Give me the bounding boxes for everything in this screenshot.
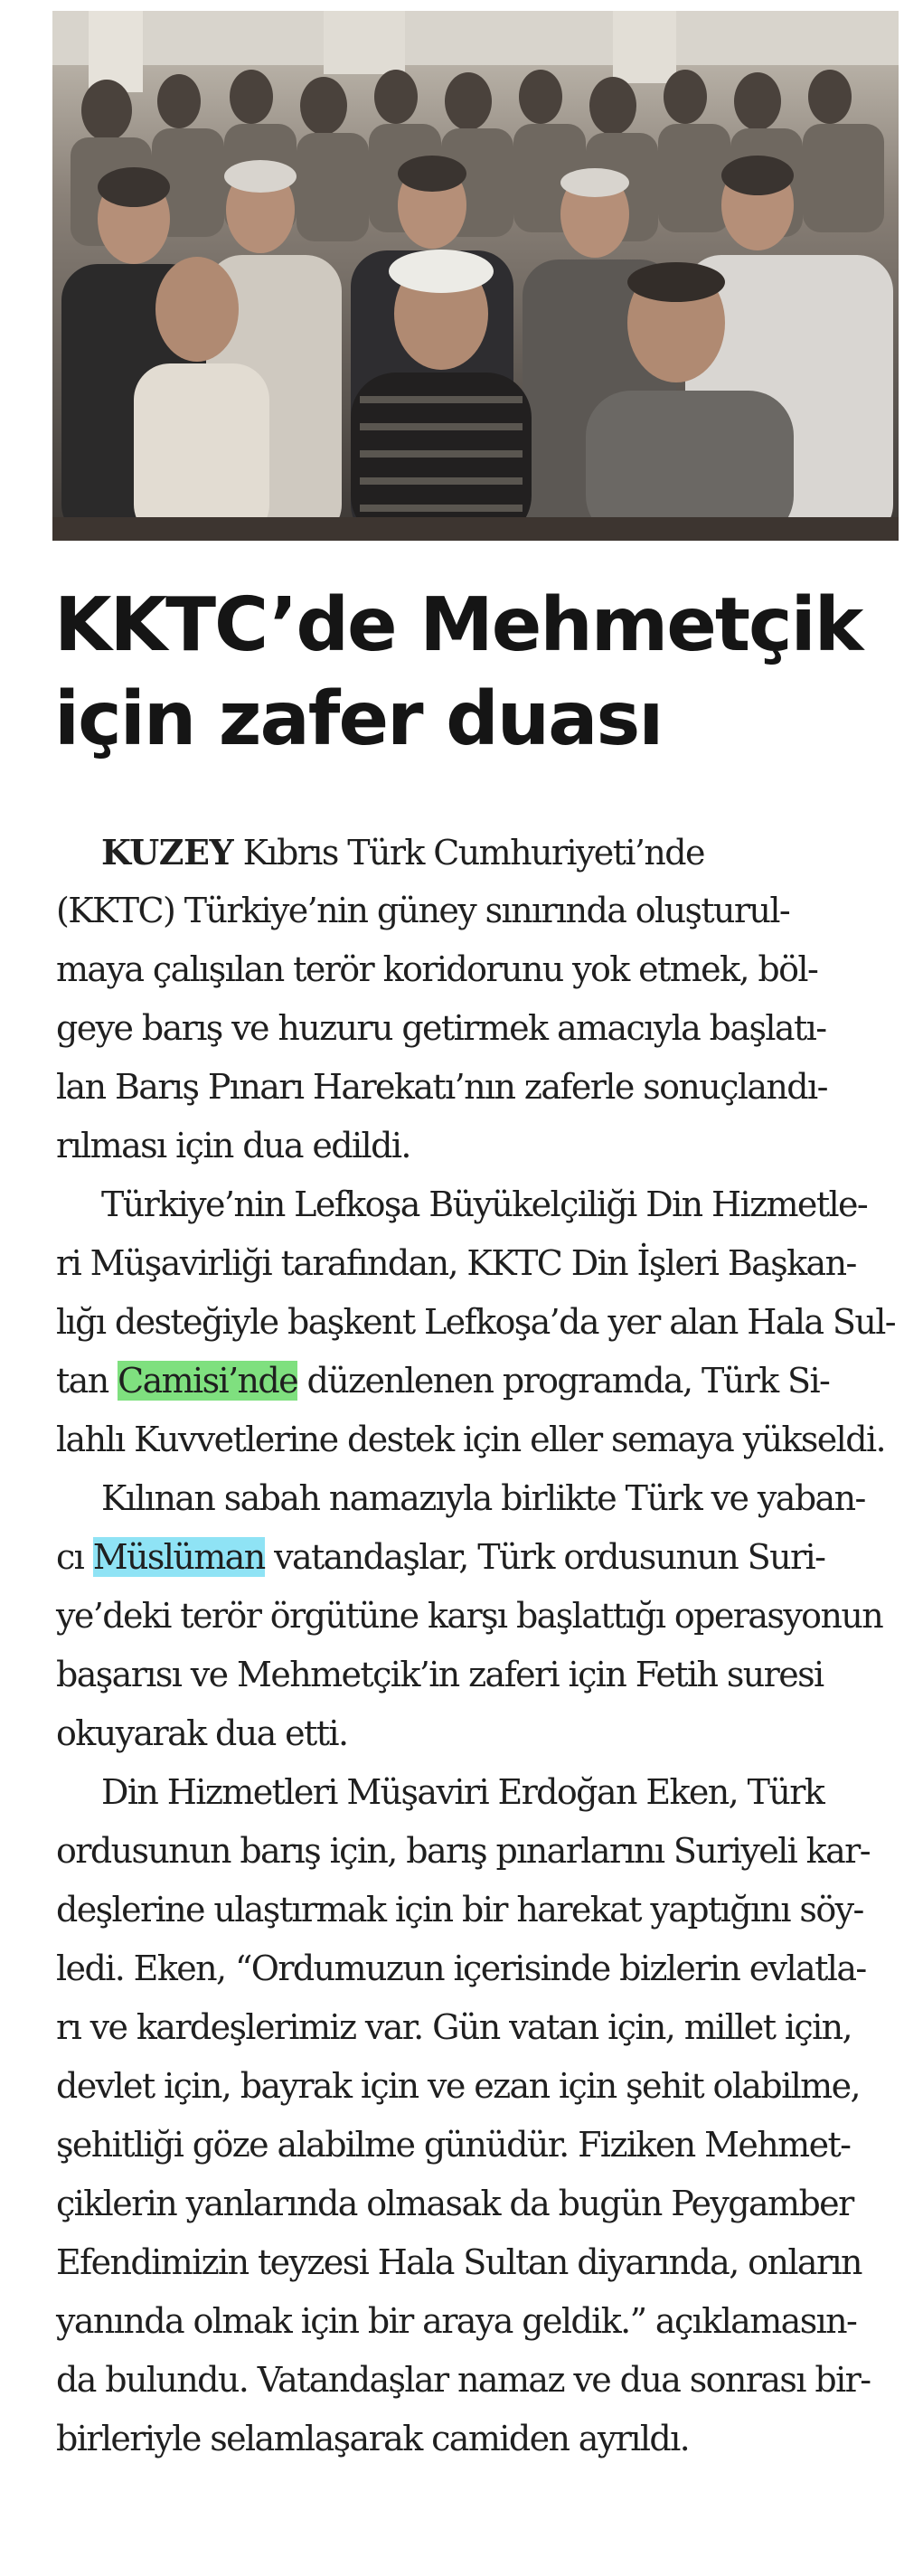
article-line: [56, 823, 897, 882]
article-line: ri Müşavirliği tarafından, KKTC Din İşleri Başkan-: [56, 1243, 856, 1283]
article-line: [56, 1528, 897, 1587]
article-line: devlet için, bayrak için ve ezan için şehit olabilme,: [56, 2066, 860, 2106]
line-text: vatandaşlar, Türk ordusunun Suri-: [264, 1537, 825, 1577]
article-line: şehitliği göze alabilme günüdür. Fiziken Mehmet-: [56, 2125, 851, 2165]
article-line: [56, 1352, 897, 1411]
article-line: ordusunun barış için, barış pınarlarını Suriyeli kar-: [56, 1831, 870, 1871]
highlight-green: Camisi’nde: [118, 1361, 298, 1401]
article-line: Türkiye’nin Lefkoşa Büyükelçiliği Din Hizmetle-: [101, 1184, 868, 1224]
article-line: okuyarak dua etti.: [56, 1713, 348, 1753]
article-line: maya çalışılan terör koridorunu yok etmek, böl-: [56, 949, 818, 989]
paragraph-3: [56, 1469, 897, 1763]
article-line: Efendimizin teyzesi Hala Sultan diyarında, onların: [56, 2242, 862, 2282]
headline-line: KKTC’de Mehmetçik: [54, 582, 862, 668]
article-line: (KKTC) Türkiye’nin güney sınırında oluşturul-: [56, 891, 790, 930]
article-line: ledi. Eken, “Ordumuzun içerisinde bizlerin evlatla-: [56, 1949, 866, 1988]
article-line: çiklerin yanlarında olmasak da bugün Peygamber: [56, 2184, 853, 2223]
article-line: deşlerine ulaştırmak için bir harekat yaptığını söy-: [56, 1890, 863, 1930]
article-line: lahlı Kuvvetlerine destek için eller semaya yükseldi.: [56, 1420, 885, 1459]
headline: [54, 579, 895, 767]
paragraph-4: [56, 1763, 897, 2468]
paragraph-2: [56, 1175, 897, 1469]
article-line: geye barış ve huzuru getirmek amacıyla başlatı-: [56, 1008, 826, 1048]
lead-word: KUZEY: [101, 832, 234, 873]
paragraph-1: [56, 823, 897, 1175]
article-line: rılması için dua edildi.: [56, 1126, 410, 1165]
headline-line: için zafer duası: [54, 676, 663, 762]
line-text: Kıbrıs Türk Cumhuriyeti’nde: [233, 833, 704, 873]
line-text: tan: [56, 1361, 118, 1401]
line-text: cı: [56, 1537, 93, 1577]
line-text: düzenlenen programda, Türk Si-: [297, 1361, 830, 1401]
article-line: lan Barış Pınarı Harekatı’nın zaferle sonuçlandı-: [56, 1067, 827, 1107]
article-line: ye’deki terör örgütüne karşı başlattığı operasyonun: [56, 1596, 883, 1636]
news-photo: [52, 11, 899, 541]
article-line: Din Hizmetleri Müşaviri Erdoğan Eken, Türk: [101, 1772, 824, 1812]
mosque-congregation-photo: [52, 11, 899, 541]
highlight-cyan: Müslüman: [92, 1537, 265, 1577]
article-line: rı ve kardeşlerimiz var. Gün vatan için, millet için,: [56, 2007, 852, 2047]
article-line: da bulundu. Vatandaşlar namaz ve dua sonrası bir-: [56, 2360, 871, 2400]
article-line: Kılınan sabah namazıyla birlikte Türk ve yaban-: [101, 1478, 865, 1518]
article-body: [56, 823, 897, 2468]
article-line: başarısı ve Mehmetçik’in zaferi için Fetih suresi: [56, 1655, 824, 1694]
article-line: yanında olmak için bir araya geldik.” açıklamasın-: [56, 2301, 857, 2341]
article-line: birleriyle selamlaşarak camiden ayrıldı.: [56, 2419, 690, 2458]
article-line: lığı desteğiyle başkent Lefkoşa’da yer alan Hala Sul-: [56, 1302, 896, 1342]
